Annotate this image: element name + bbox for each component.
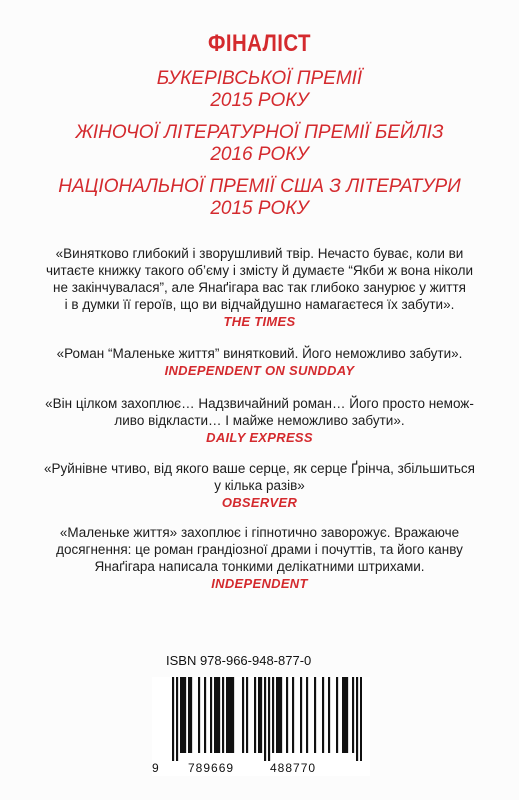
quote-line: «Маленьке життя» захоплює і гіпнотично заворожує. Вражаюче	[59, 525, 460, 540]
award-line: 2016 РОКУ	[210, 144, 309, 165]
barcode-bar	[184, 677, 186, 753]
barcode-bar	[222, 677, 224, 753]
award-line: НАЦІОНАЛЬНОЇ ПРЕМІЇ США З ЛІТЕРАТУРИ	[58, 176, 461, 197]
barcode-bar	[182, 677, 184, 753]
barcode-bar	[264, 677, 266, 761]
award-baileys	[0, 122, 519, 166]
barcode-bar	[258, 677, 260, 753]
barcode-bar	[198, 677, 200, 753]
quote-source: THE TIMES	[223, 314, 296, 329]
barcode-bar	[204, 677, 206, 753]
barcode-bar	[272, 677, 274, 753]
barcode-bar	[188, 677, 190, 753]
barcode-bar	[242, 677, 244, 753]
barcode-left-digits: 789669	[188, 761, 235, 775]
barcode-bar	[232, 677, 234, 753]
quote-line: ливо відкласти… І майже неможливо забути».	[114, 413, 405, 428]
barcode-bar	[268, 677, 270, 761]
barcode-bar	[300, 677, 302, 753]
barcode-bar	[214, 677, 216, 753]
barcode-bar	[336, 677, 338, 753]
barcode-bar	[352, 677, 354, 753]
quote-line: у кілька разів»	[214, 478, 305, 493]
barcode-bar	[360, 677, 362, 761]
quote-line: не закінчувалася”, але Янаґігара вас так глибоко занурює у життя	[53, 280, 466, 295]
barcode-bar	[176, 677, 178, 761]
quote-the-times	[0, 245, 519, 331]
barcode-bar	[226, 677, 228, 753]
barcode-bar	[314, 677, 316, 753]
quote-source: DAILY EXPRESS	[206, 430, 313, 445]
award-line: 2015 РОКУ	[210, 90, 309, 111]
quote-independent-on-sunday	[0, 345, 519, 380]
barcode-bar	[344, 677, 346, 753]
isbn-number: ISBN 978-966-948-877-0	[166, 653, 312, 668]
barcode-bar	[246, 677, 248, 753]
quote-line: досягнення: це роман грандіозної драми і почуттів, та його канву	[56, 542, 463, 557]
quote-independent	[0, 524, 519, 593]
award-line: ЖІНОЧОЇ ЛІТЕРАТУРНОЇ ПРЕМІЇ БЕЙЛІЗ	[75, 122, 444, 143]
barcode-bar	[190, 677, 192, 753]
barcode-bar	[346, 677, 348, 753]
quote-line: «Руйнівне чтиво, від якого ваше серце, як серце Ґрінча, збільшиться	[44, 461, 475, 476]
quote-line: Янаґігара написала тонкими делікатними штрихами.	[94, 559, 425, 574]
barcode-bar	[342, 677, 344, 753]
barcode-bar	[276, 677, 278, 753]
barcode-bars	[162, 677, 362, 761]
isbn-barcode	[152, 653, 370, 776]
quote-source: INDEPENDENT ON SUNDDAY	[164, 363, 355, 378]
quote-line: «Роман “Маленьке життя” винятковий. Його неможливо забути».	[56, 346, 463, 361]
barcode-bar	[230, 677, 232, 753]
award-line: БУКЕРІВСЬКОЇ ПРЕМІЇ	[156, 68, 363, 89]
barcode-bar	[180, 677, 182, 753]
barcode-bar	[218, 677, 220, 753]
barcode-bar	[280, 677, 282, 753]
quote-daily-express	[0, 395, 519, 447]
barcode-bar	[328, 677, 330, 753]
quote-line: читаєте книжку такого об’єму і змісту й думаєте “Якби ж вона ніколи	[45, 263, 474, 278]
finalist-heading: ФІНАЛІСТ	[208, 30, 311, 57]
quote-line: «Він цілком захоплює… Надзвичайний роман… Його просто немож-	[45, 396, 474, 411]
quote-observer	[0, 460, 519, 512]
barcode-bar	[286, 677, 288, 753]
barcode-bar	[292, 677, 294, 753]
quote-source: INDEPENDENT	[211, 576, 308, 591]
award-national-book	[0, 176, 519, 220]
award-line: 2015 РОКУ	[210, 198, 309, 219]
barcode-bar	[228, 677, 230, 753]
barcode-bar	[278, 677, 280, 753]
barcode-first-digit: 9	[152, 761, 160, 775]
quote-line: і в думки її героїв, що ви відчайдушно намагаєтеся їх забути».	[64, 297, 455, 312]
quote-line: «Винятково глибокий і зворушливий твір. Нечасто буває, коли ви	[55, 246, 464, 261]
award-booker	[0, 68, 519, 112]
barcode-bar	[306, 677, 308, 753]
quote-source: OBSERVER	[221, 495, 298, 510]
barcode-bar	[210, 677, 212, 753]
barcode-bar	[172, 677, 174, 761]
barcode-bar	[254, 677, 256, 753]
barcode-right-digits: 488770	[270, 761, 317, 775]
barcode-bar	[356, 677, 358, 761]
barcode-bar	[260, 677, 262, 753]
barcode-bar	[216, 677, 218, 753]
barcode-bar	[322, 677, 324, 753]
